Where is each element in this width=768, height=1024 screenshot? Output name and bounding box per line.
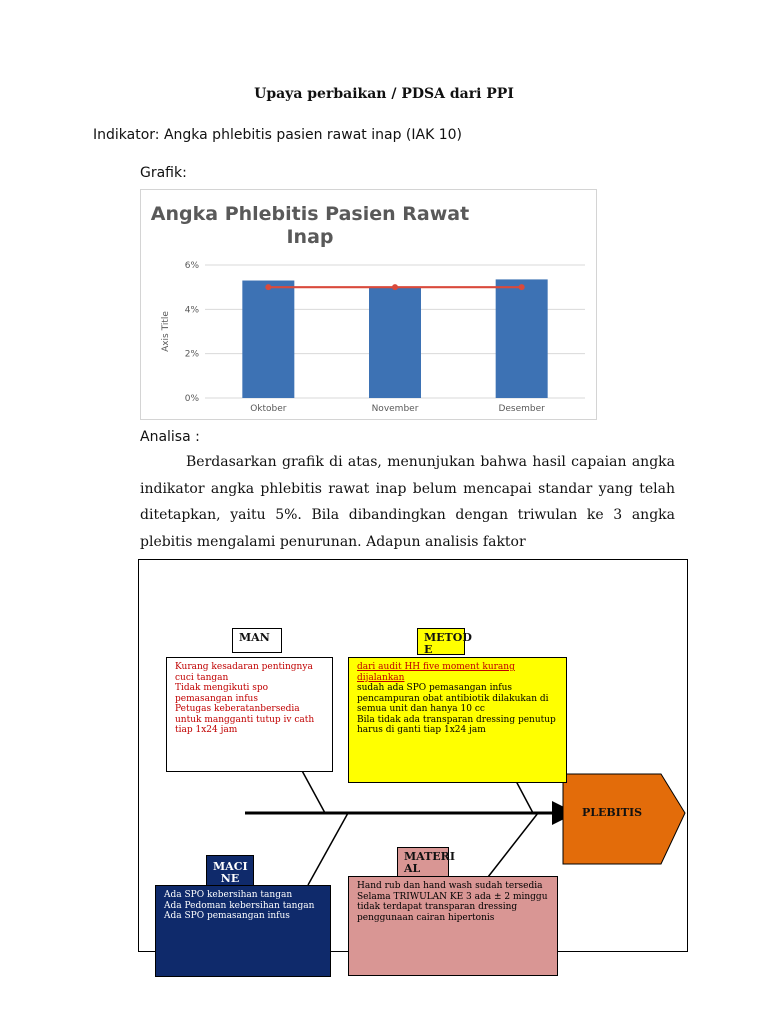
man-cause-2: Tidak mengikuti spo pemasangan infus — [175, 683, 269, 704]
x-tick-label: November — [371, 404, 419, 414]
y-tick-label: 6% — [184, 261, 199, 271]
category-macine: MACI NE — [206, 855, 254, 887]
x-tick-label: Desember — [498, 404, 545, 414]
material-cause-3: penggunaan cairan hipertonis — [357, 912, 495, 923]
standard-point — [519, 284, 525, 290]
material-cause-2: Selama TRIWULAN KE 3 ada ± 2 minggu tidak terdapat transparan dressing — [357, 891, 548, 912]
analisa-paragraph: Berdasarkan grafik di atas, menunjukan bahwa hasil capaian angka indikator angka phlebitis rawat inap belum mencapai standar yang telah ditetapkan, yaitu 5%. Bila dibandingkan dengan triwulan ke 3 angka plebitis mengalami penurunan. Adapun analisis faktor — [140, 454, 675, 550]
bar-november — [369, 287, 421, 398]
standard-point — [265, 284, 271, 290]
y-tick-label: 0% — [184, 394, 199, 404]
macine-cause-1: Ada SPO kebersihan tangan — [164, 890, 293, 900]
y-tick-label: 2% — [184, 349, 199, 360]
y-tick-label: 4% — [184, 305, 199, 316]
metode-cause-4: Bila tidak ada transparan dressing penutup harus di ganti tiap 1x24 jam — [357, 714, 556, 735]
category-man: MAN — [232, 628, 282, 653]
bone-metode — [516, 781, 533, 813]
category-material: MATERI AL — [397, 847, 449, 877]
metode-cause-2: sudah ada SPO pemasangan infus — [357, 683, 512, 693]
chart-title-line-1: Angka Phlebitis Pasien Rawat — [150, 203, 470, 225]
chart-title-line-2: Inap — [286, 226, 334, 248]
bone-macine — [308, 813, 348, 885]
x-tick-label: Oktober — [250, 404, 287, 414]
metode-causes-box — [348, 657, 567, 783]
material-cause-1: Hand rub dan hand wash sudah tersedia — [357, 881, 543, 891]
category-metode: METOD E — [417, 628, 465, 655]
macine-causes-box — [155, 885, 331, 977]
chart-title — [140, 203, 480, 249]
grafik-label: Grafik: — [140, 165, 187, 181]
bone-man — [300, 767, 325, 813]
effect-shape — [563, 774, 685, 864]
man-cause-3: Petugas keberatanbersedia untuk mangganti tutup iv cath tiap 1x24 jam — [175, 704, 315, 735]
effect-label: PLEBITIS — [581, 806, 643, 819]
bar-oktober — [242, 281, 294, 398]
y-axis-title: Axis Title — [161, 311, 171, 352]
document-title: Upaya perbaikan / PDSA dari PPI — [254, 86, 514, 102]
macine-cause-3: Ada SPO pemasangan infus — [164, 911, 290, 921]
macine-cause-2: Ada Pedoman kebersihan tangan — [164, 900, 315, 911]
metode-cause-1: dari audit HH five moment kurang dijalankan — [357, 662, 515, 683]
bar-desember — [496, 279, 548, 398]
bone-material — [488, 813, 538, 877]
analisa-label: Analisa : — [140, 429, 200, 445]
material-causes-box — [348, 876, 558, 976]
man-cause-1: Kurang kesadaran pentingnya cuci tangan — [175, 662, 313, 683]
standard-point — [392, 284, 398, 290]
indicator-line: Indikator: Angka phlebitis pasien rawat inap (IAK 10) — [93, 127, 462, 143]
metode-cause-3: pencampuran obat antibiotik dilakukan di semua unit dan hanya 10 cc — [357, 693, 549, 714]
man-causes-box — [166, 657, 333, 772]
phlebitis-bar-chart — [140, 250, 595, 418]
